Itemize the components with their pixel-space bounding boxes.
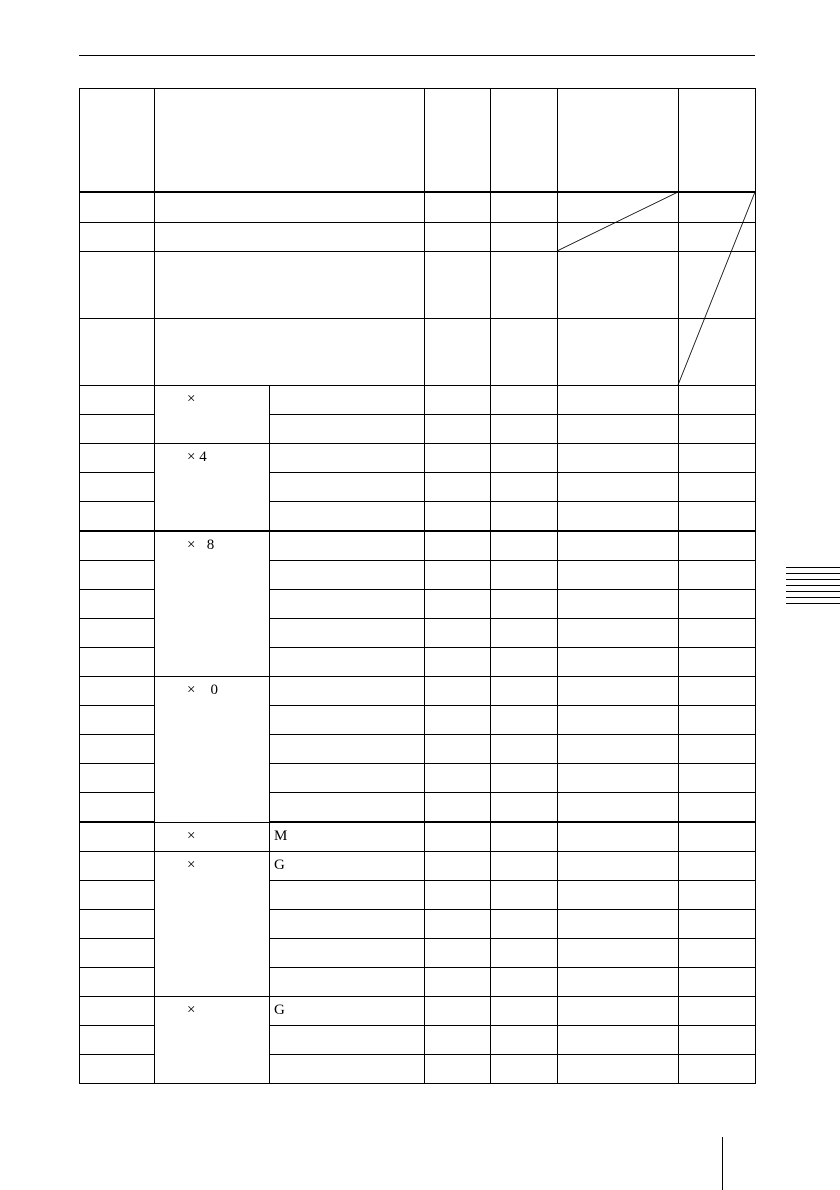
row-10-cell-3 [424,531,491,561]
row-6-cell-1 [79,414,155,444]
row-19-sub-label [269,792,425,822]
row-28-cell-6 [678,1054,756,1084]
row-24-cell-1 [79,938,155,968]
tab-line [786,579,840,580]
row-16-sub-label [269,705,425,735]
row-19-cell-3 [424,792,491,822]
row-10-cell-6 [678,531,756,561]
row-24-cell-4 [490,938,558,968]
row-9-sub-label [269,501,425,531]
row-26-sub-label [269,996,425,1026]
row-10-cell-4 [490,531,558,561]
row-19-cell-5 [557,792,679,822]
row-2-cell-5 [557,222,679,252]
row-17-cell-6 [678,734,756,764]
row-24-sub-label [269,938,425,968]
row-21-cell-5 [557,851,679,881]
row-6-cell-6 [678,414,756,444]
row-20-sub-label-text: M [274,827,288,844]
row-21-cell-6 [678,851,756,881]
row-28-sub-label [269,1054,425,1084]
row-18-cell-3 [424,763,491,793]
row-10-cell-5 [557,531,679,561]
row-15-cell-6 [678,676,756,706]
row-26-cell-5 [557,996,679,1026]
row-23-sub-label [269,909,425,939]
row-13-cell-6 [678,618,756,648]
row-13-cell-3 [424,618,491,648]
row-11-cell-1 [79,560,155,590]
row-23-cell-1 [79,909,155,939]
row-13-cell-4 [490,618,558,648]
row-27-cell-6 [678,1025,756,1055]
row-27-sub-label [269,1025,425,1055]
row-12-cell-1 [79,589,155,619]
row-23-cell-5 [557,909,679,939]
header-cell-6 [678,88,756,193]
row-23-cell-3 [424,909,491,939]
row-11-cell-3 [424,560,491,590]
row-21-sub-label-text: G [274,856,285,873]
chapter-tab-marker [786,567,840,609]
row-26-cell-3 [424,996,491,1026]
row-25-cell-1 [79,967,155,997]
row-1-cell-2 [154,192,425,223]
group-7-label-cell-text: × [187,1002,196,1019]
row-25-cell-3 [424,967,491,997]
header-cell-2 [154,88,425,193]
row-18-sub-label [269,763,425,793]
row-8-sub-label [269,472,425,502]
row-5-cell-6 [678,385,756,415]
row-11-sub-label [269,560,425,590]
row-6-sub-label [269,414,425,444]
header-cell-4 [490,88,558,193]
row-12-cell-3 [424,589,491,619]
row-18-cell-5 [557,763,679,793]
row-14-cell-1 [79,647,155,677]
row-2-cell-3 [424,222,491,252]
row-15-sub-label [269,676,425,706]
row-26-cell-1 [79,996,155,1026]
row-22-cell-3 [424,880,491,910]
row-19-cell-1 [79,792,155,822]
row-21-cell-4 [490,851,558,881]
row-1-cell-5 [557,192,679,223]
group-6-label-cell-text: × [187,856,196,873]
row-26-cell-6 [678,996,756,1026]
row-26-sub-label-text: G [274,1002,285,1019]
row-4-cell-6 [678,318,756,386]
row-20-cell-4 [490,822,558,852]
row-21-cell-1 [79,851,155,881]
row-27-cell-4 [490,1025,558,1055]
row-5-cell-5 [557,385,679,415]
row-7-cell-4 [490,443,558,473]
row-1-cell-1 [79,192,155,223]
tab-line [786,573,840,574]
row-28-cell-4 [490,1054,558,1084]
row-16-cell-4 [490,705,558,735]
row-25-sub-label [269,967,425,997]
group-3-label-cell-text: × 8 [187,536,215,553]
row-20-cell-3 [424,822,491,852]
row-10-cell-1 [79,531,155,561]
row-7-sub-label [269,443,425,473]
row-3-cell-6 [678,251,756,319]
row-28-cell-1 [79,1054,155,1084]
group-7-label-cell [154,996,270,1084]
row-3-cell-3 [424,251,491,319]
row-12-cell-5 [557,589,679,619]
row-16-cell-1 [79,705,155,735]
row-27-cell-1 [79,1025,155,1055]
row-22-cell-4 [490,880,558,910]
row-25-cell-4 [490,967,558,997]
row-4-cell-5 [557,318,679,386]
row-25-cell-5 [557,967,679,997]
row-24-cell-5 [557,938,679,968]
row-17-cell-3 [424,734,491,764]
row-16-cell-6 [678,705,756,735]
row-6-cell-5 [557,414,679,444]
tab-line [786,597,840,598]
row-19-cell-4 [490,792,558,822]
row-18-cell-4 [490,763,558,793]
row-9-cell-5 [557,501,679,531]
row-16-cell-5 [557,705,679,735]
group-1-label-cell [154,385,270,444]
row-12-cell-4 [490,589,558,619]
row-6-cell-4 [490,414,558,444]
row-13-cell-5 [557,618,679,648]
row-7-cell-3 [424,443,491,473]
row-14-cell-3 [424,647,491,677]
row-8-cell-3 [424,472,491,502]
row-19-cell-6 [678,792,756,822]
row-20-cell-5 [557,822,679,852]
row-1-cell-4 [490,192,558,223]
row-27-cell-5 [557,1025,679,1055]
row-8-cell-4 [490,472,558,502]
group-4-label-cell-text: × 0 [187,682,218,698]
row-21-sub-label [269,851,425,881]
row-8-cell-5 [557,472,679,502]
row-25-cell-6 [678,967,756,997]
row-15-cell-5 [557,676,679,706]
row-18-cell-1 [79,763,155,793]
group-6-label-cell [154,851,270,998]
row-11-cell-4 [490,560,558,590]
row-15-cell-4 [490,676,558,706]
group-2-label-cell [154,443,270,531]
row-5-sub-label [269,385,425,415]
row-11-cell-6 [678,560,756,590]
row-10-sub-label [269,531,425,561]
row-3-cell-1 [79,251,155,319]
row-4-cell-2 [154,318,425,386]
row-12-cell-6 [678,589,756,619]
row-1-cell-6 [678,192,756,223]
row-20-sub-label [269,822,425,852]
row-13-cell-1 [79,618,155,648]
row-20-cell-1 [79,822,155,852]
row-4-cell-4 [490,318,558,386]
tab-line [786,585,840,586]
row-8-cell-6 [678,472,756,502]
row-28-cell-5 [557,1054,679,1084]
row-4-cell-1 [79,318,155,386]
row-22-cell-5 [557,880,679,910]
row-7-cell-6 [678,443,756,473]
row-9-cell-3 [424,501,491,531]
page-number-divider [722,1137,723,1190]
row-14-cell-4 [490,647,558,677]
row-3-cell-5 [557,251,679,319]
row-7-cell-5 [557,443,679,473]
row-22-sub-label [269,880,425,910]
header-cell-3 [424,88,491,193]
row-26-cell-4 [490,996,558,1026]
row-17-cell-5 [557,734,679,764]
tab-line [786,591,840,592]
header-rule [79,55,755,56]
row-27-cell-3 [424,1025,491,1055]
row-23-cell-4 [490,909,558,939]
row-9-cell-6 [678,501,756,531]
row-16-cell-3 [424,705,491,735]
row-17-cell-1 [79,734,155,764]
row-4-cell-3 [424,318,491,386]
row-5-cell-1 [79,385,155,415]
row-22-cell-6 [678,880,756,910]
row-6-cell-3 [424,414,491,444]
row-12-sub-label [269,589,425,619]
row-2-cell-1 [79,222,155,252]
spec-table [79,88,755,1081]
row-17-cell-4 [490,734,558,764]
row-24-cell-3 [424,938,491,968]
row-14-cell-5 [557,647,679,677]
row-14-sub-label [269,647,425,677]
row-14-cell-6 [678,647,756,677]
row-17-sub-label [269,734,425,764]
row-9-cell-1 [79,501,155,531]
row-22-cell-1 [79,880,155,910]
row-13-sub-label [269,618,425,648]
row-21-cell-3 [424,851,491,881]
row-3-cell-2 [154,251,425,319]
row-2-cell-2 [154,222,425,252]
row-3-cell-4 [490,251,558,319]
row-7-cell-1 [79,443,155,473]
row-2-cell-4 [490,222,558,252]
tab-line [786,603,840,604]
row-24-cell-6 [678,938,756,968]
row-5-cell-3 [424,385,491,415]
row-1-cell-3 [424,192,491,223]
group-2-label-cell-text: × 4 [187,449,207,466]
tab-line [786,567,840,568]
row-20-cell-6 [678,822,756,852]
row-18-cell-6 [678,763,756,793]
group-5-label-cell [154,822,270,852]
row-9-cell-4 [490,501,558,531]
group-5-label-cell-text: × [187,827,196,844]
header-cell-1 [79,88,155,193]
row-8-cell-1 [79,472,155,502]
group-1-label-cell-text: × [187,391,196,407]
row-5-cell-4 [490,385,558,415]
row-15-cell-3 [424,676,491,706]
row-11-cell-5 [557,560,679,590]
row-28-cell-3 [424,1054,491,1084]
row-15-cell-1 [79,676,155,706]
row-23-cell-6 [678,909,756,939]
row-2-cell-6 [678,222,756,252]
header-cell-5 [557,88,679,193]
